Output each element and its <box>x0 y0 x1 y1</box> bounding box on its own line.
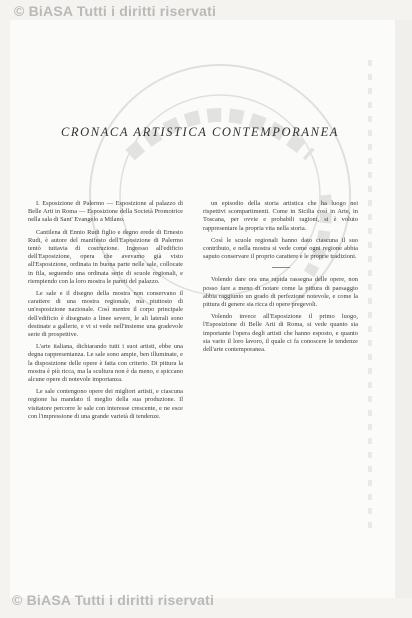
watermark-bottom: © BiASA Tutti i diritti riservati <box>12 592 215 608</box>
paragraph: Volendo invece all'Esposizione il primo luogo, l'Esposizione di Belle Arti di Roma, si vede quanto sia importante l'opera degli artisti che hanno esposto, e quanto sia vario il loro lavoro, il quale ci fa conoscere le tendenze dell'arte contemporanea. <box>203 313 358 354</box>
paragraph: I. Esposizione di Palermo — Esposizione al palazzo di Belle Arti in Roma — Esposizione della Società Promotrice nella sala di Sant' Evangelo a Milano. <box>28 200 183 224</box>
paragraph: Così le scuole regionali hanno dato ciascuna il suo contributo, e nella mostra si vede come ogni regione abbia saputo conservare il proprio carattere e le proprie tradizioni. <box>203 236 358 261</box>
text-column-right <box>203 200 358 595</box>
paragraph: Le sale e il disegno della mostra non conservano il carattere di una mostra regionale, ma piuttosto di un'esposizione nazionale. Così mentre il corpo principale dell'edificio è disegnato a linee severe, le ali laterali sono destinate a gallerie, e vi si vede nell'insieme una gradevole serie di prospettive. <box>28 290 183 339</box>
section-divider <box>272 267 290 268</box>
paragraph: Cantilena di Ennio Rudi figlio e degno erede di Ernesto Rudi, è autore del manifesto dell'Esposizione di Palermo tentò tuttavia di costruzione. Ingresso all'edificio dell'Esposizione, opera che avevamo già visto all'Esposizione, ordinata in buona parte nelle sale, collocate in fila, seguendo una ordinata serie di scuole regionali, e riempiendo con la loro mostra le pareti del palazzo. <box>28 228 183 285</box>
page-edge <box>395 20 412 598</box>
watermark-top: © BiASA Tutti i diritti riservati <box>14 3 217 19</box>
section-heading: CRONACA ARTISTICA CONTEMPORANEA <box>60 125 340 139</box>
text-column-left <box>28 200 183 595</box>
paragraph: Le sale contengono opere dei migliori artisti, e ciascuna regione ha mandato il meglio della sua produzione. Il visitatore percorre le sale con interesse crescente, e ne esce con l'impressione di una grande varietà di tendenze. <box>28 388 183 420</box>
paragraph: L'arte italiana, dichiarando tutti i suoi artisti, ebbe una degna rappresentanza. Le sale sono ampie, ben illuminate, e la disposizione delle opere è fatta con criterio. Di pittura la mostra è più ricca, ma la scultura non è da meno, e spiccano alcune opere di notevole importanza. <box>28 343 183 384</box>
paragraph: Volendo dare ora una rapida rassegna delle opere, non posso fare a meno di notare come la pittura di paesaggio abbia raggiunto un grado di perfezione notevole, e come la pittura di genere sia ricca di opere pregevoli. <box>203 276 358 309</box>
paragraph: un episodio della storia artistica che ha luogo nei rispettivi scompartimenti. Come in Sicilia così in Arte, in Toscana, per ovvie e probabili ragioni, si è voluto rappresentare la propria vita nella storia. <box>203 200 358 232</box>
